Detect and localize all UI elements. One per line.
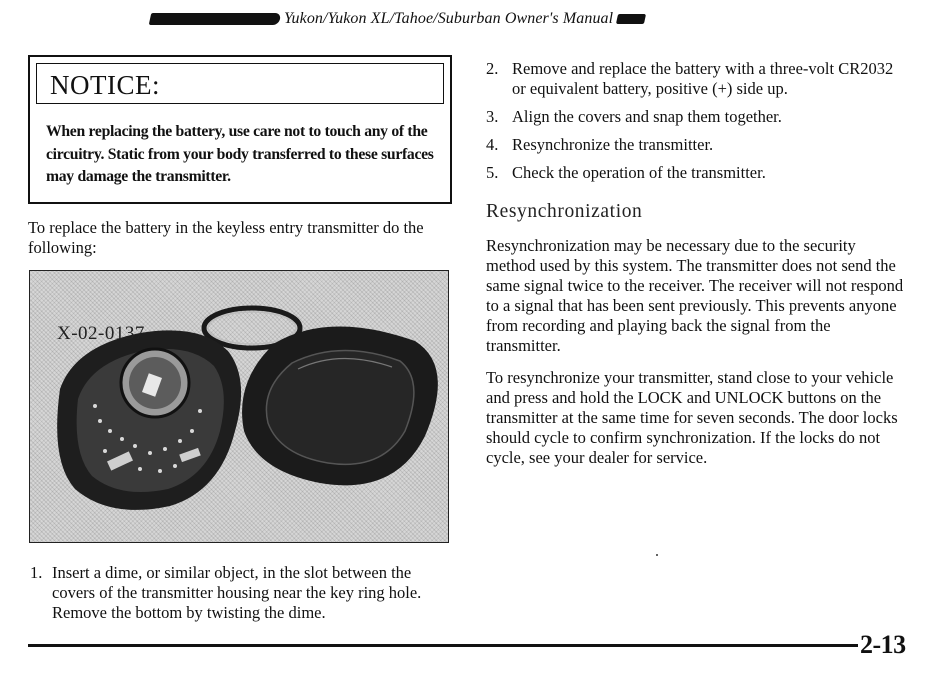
notice-heading-box — [36, 63, 444, 104]
page-number: 2-13 — [860, 630, 906, 659]
figure-id-label: X-02-0137 — [57, 323, 145, 344]
redacted-mark — [616, 14, 646, 24]
step-item — [30, 563, 450, 623]
footer-rule — [28, 644, 858, 647]
manual-title: Yukon/Yukon XL/Tahoe/Suburban Owner's Manual — [284, 10, 614, 27]
keyless-transmitter-illustration — [30, 271, 449, 543]
step-text: Remove and replace the battery with a three-volt CR2032 or equivalent battery, positive (+) side up. — [512, 59, 894, 98]
redacted-mark — [149, 13, 282, 25]
transmitter-figure — [29, 270, 449, 543]
notice-heading: NOTICE: — [50, 70, 160, 100]
step-item — [486, 59, 906, 99]
step-list-left — [30, 563, 450, 623]
step-item — [486, 107, 906, 127]
running-header — [150, 6, 645, 32]
resync-paragraph-2: To resynchronize your transmitter, stand close to your vehicle and press and hold the LOCK and UNLOCK buttons on the transmitter at the same time for seven seconds. The door locks should cycle to confirm synchronization. If the locks do not cycle, see your dealer for service. — [486, 368, 898, 467]
section-heading: Resynchronization — [486, 201, 643, 222]
step-number: 4. — [486, 135, 499, 154]
resync-paragraph-1: Resynchronization may be necessary due to the security method used by this system. The transmitter does not send the same signal twice to the receiver. The receiver will not respond to a signal that has been sent previously. This prevents anyone from recording and playing back the signal from the transmitter. — [486, 236, 904, 355]
step-text: Align the covers and snap them together. — [512, 107, 782, 126]
notice-box — [28, 55, 452, 204]
notice-body: When replacing the battery, use care not to touch any of the circuitry. Static from your body transferred to these surfaces may damage the transmitter. — [46, 123, 434, 185]
print-speck — [656, 554, 658, 556]
step-text: Check the operation of the transmitter. — [512, 163, 766, 182]
step-item — [486, 163, 906, 183]
step-number: 2. — [486, 59, 499, 78]
step-item — [486, 135, 906, 155]
step-number: 3. — [486, 107, 499, 126]
step-number: 5. — [486, 163, 499, 182]
step-number: 1. — [30, 563, 43, 582]
intro-paragraph: To replace the battery in the keyless entry transmitter do the following: — [28, 218, 424, 257]
step-text: Resynchronize the transmitter. — [512, 135, 714, 154]
step-text: Insert a dime, or similar object, in the slot between the covers of the transmitter housing near the key ring hole. Remove the bottom by twisting the dime. — [52, 563, 422, 622]
step-list-right — [486, 59, 906, 191]
